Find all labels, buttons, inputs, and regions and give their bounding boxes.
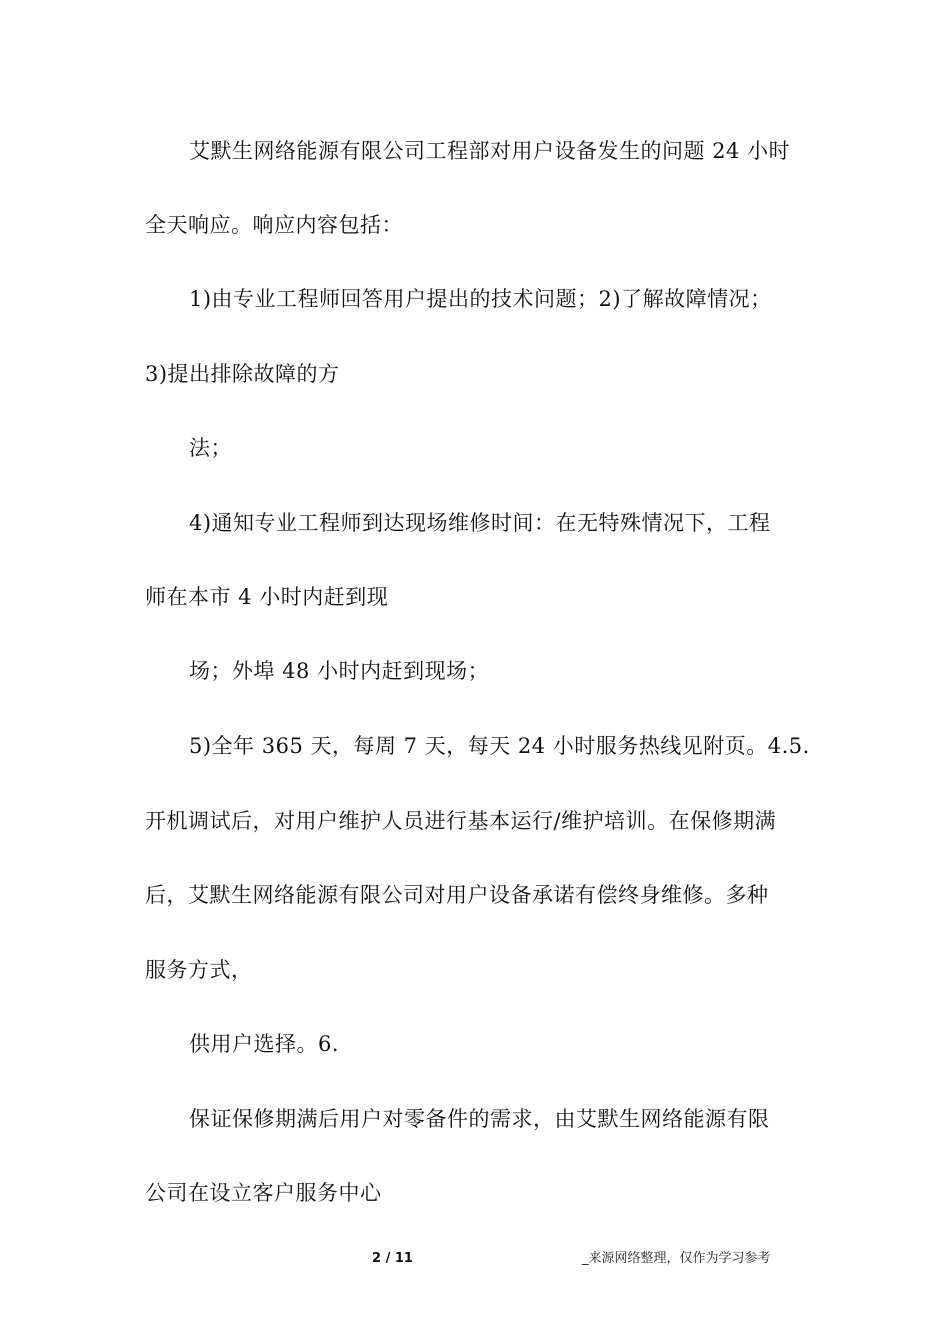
footer-note: _来源网络整理，仅作为学习参考 bbox=[582, 1251, 771, 1266]
text-line: 服务方式， bbox=[145, 958, 253, 982]
page-number: 2 / 11 bbox=[372, 1251, 413, 1266]
text-line: 师在本市 4 小时内赶到现 bbox=[145, 585, 389, 609]
text-line: 4)通知专业工程师到达现场维修时间：在无特殊情况下，工程 bbox=[189, 511, 771, 535]
text-line: 场；外埠 48 小时内赶到现场； bbox=[189, 659, 490, 683]
text-line: 艾默生网络能源有限公司工程部对用户设备发生的问题 24 小时 bbox=[189, 139, 791, 163]
text-line: 法； bbox=[189, 436, 232, 460]
text-line: 5)全年 365 天，每周 7 天，每天 24 小时服务热线见附页。4.5. bbox=[189, 734, 810, 758]
text-line: 公司在设立客户服务中心 bbox=[145, 1181, 382, 1205]
text-line: 后，艾默生网络能源有限公司对用户设备承诺有偿终身维修。多种 bbox=[145, 883, 769, 907]
text-line: 全天响应。响应内容包括： bbox=[145, 213, 403, 237]
text-line: 供用户选择。6. bbox=[189, 1032, 340, 1056]
text-line: 开机调试后，对用户维护人员进行基本运行/维护培训。在保修期满 bbox=[145, 809, 777, 833]
text-line: 保证保修期满后用户对零备件的需求，由艾默生网络能源有限 bbox=[189, 1107, 770, 1131]
text-line: 1)由专业工程师回答用户提出的技术问题；2)了解故障情况； bbox=[189, 287, 772, 311]
text-line: 3)提出排除故障的方 bbox=[145, 362, 340, 386]
